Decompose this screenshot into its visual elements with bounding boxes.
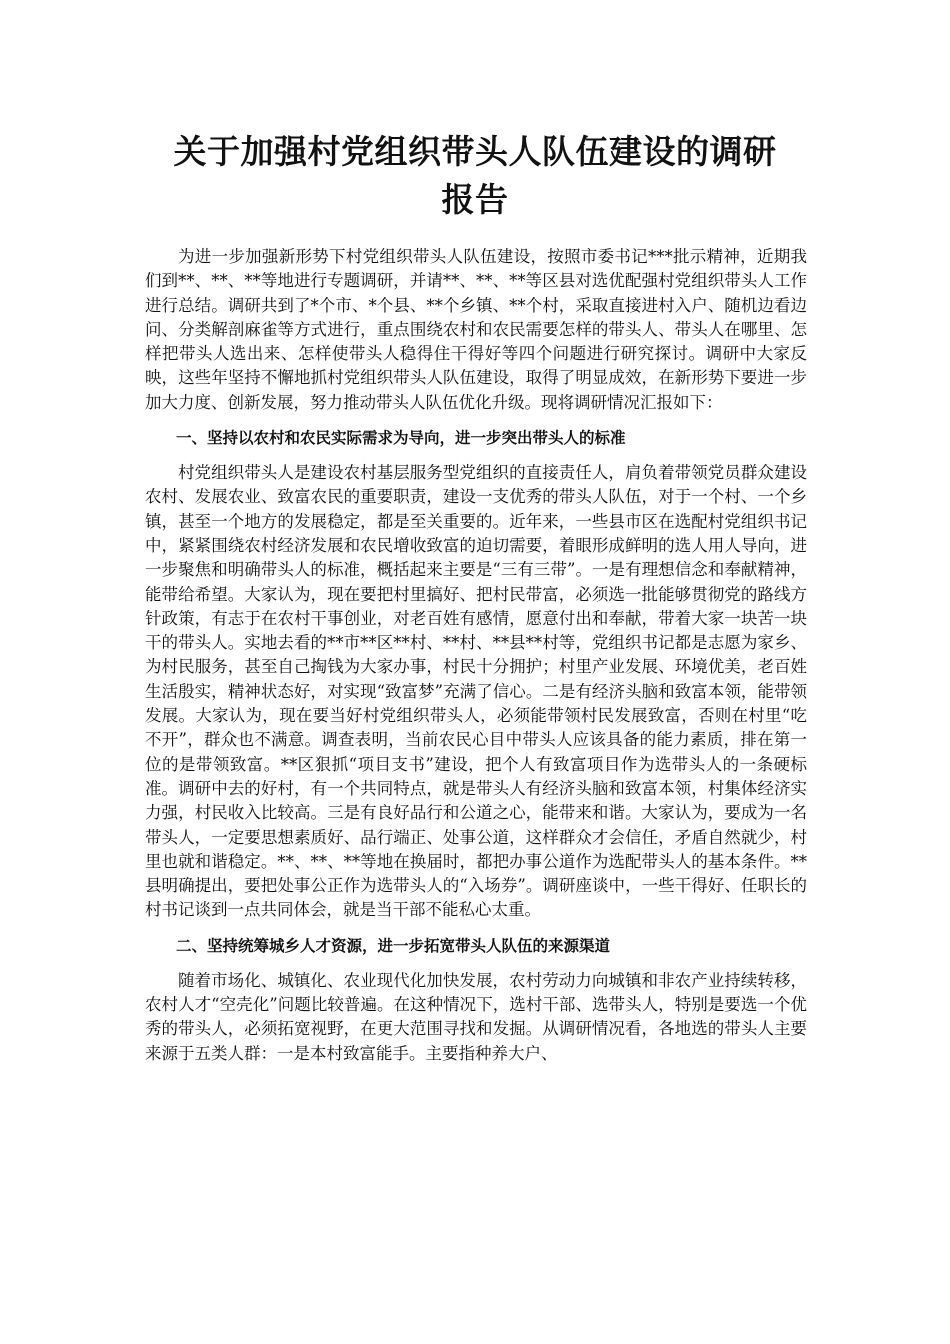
intro-paragraph: 为进一步加强新形势下村党组织带头人队伍建设，按照市委书记***批示精神，近期我们到**、**、**等地进行专题调研，并请**、**、**等区县对选优配强村党组织带头人工作进行总结。调研共到了*个市、*个县、**个乡镇、**个村，采取直接进村入户、随机边看边问、分类解剖麻雀等方式进行，重点围绕农村和农民需要怎样的带头人、带头人在哪里、怎样把带头人选出来、怎样使带头人稳得住干得好等四个问题进行研究探讨。调研中大家反映，这些年坚持不懈地抓村党组织带头人队伍建设，取得了明显成效，在新形势下要进一步加大力度、创新发展，努力推动带头人队伍优化升级。现将调研情况汇报如下： xyxy=(145,247,807,412)
section-2-heading: 二、坚持统筹城乡人才资源，进一步拓宽带头人队伍的来源渠道 xyxy=(176,936,611,955)
section-1-paragraph: 村党组织带头人是建设农村基层服务型党组织的直接责任人，肩负着带领党员群众建设农村、发展农业、致富农民的重要职责，建设一支优秀的带头人队伍，对于一个村、一个乡镇，甚至一个地方的发展稳定，都是至关重要的。近年来，一些县市区在选配村党组织书记中，紧紧围绕农村经济发展和农民增收致富的迫切需要，着眼形成鲜明的选人用人导向，进一步聚焦和明确带头人的标准，概括起来主要是“三有三带”。一是有理想信念和奉献精神，能带给希望。大家认为，现在要把村里搞好、把村民带富，必须选一批能够贯彻党的路线方针政策，有志于在农村干事创业，对老百姓有感情，愿意付出和奉献，带着大家一块苦一块干的带头人。实地去看的**市**区**村、**村、**县**村等，党组织书记都是志愿为家乡、为村民服务，甚至自己掏钱为大家办事，村民十分拥护；村里产业发展、环境优美，老百姓生活殷实，精神状态好，对实现“致富梦”充满了信心。二是有经济头脑和致富本领，能带领发展。大家认为，现在要当好村党组织带头人，必须能带领村民发展致富，否则在村里“吃不开”，群众也不满意。调查表明，当前农民心目中带头人应该具备的能力素质，排在第一位的是带领致富。**区狠抓“项目支书”建设，把个人有致富项目作为选带头人的一条硬标准。调研中去的好村，有一个共同特点，就是带头人有经济头脑和致富本领，村集体经济实力强，村民收入比较高。三是有良好品行和公道之心，能带来和谐。大家认为，要成为一名带头人，一定要思想素质好、品行端正、处事公道，这样群众才会信任，矛盾自然就少，村里也就和谐稳定。**、**、**等地在换届时，都把办事公道作为选配带头人的基本条件。**县明确提出，要把处事公正作为选带头人的“入场券”。调研座谈中，一些干得好、任职长的村书记谈到一点共同体会，就是当干部不能私心太重。 xyxy=(145,463,807,920)
page-title xyxy=(145,128,805,224)
title-line-1: 关于加强村党组织带头人队伍建设的调研 xyxy=(173,132,777,171)
document-body xyxy=(145,245,807,1077)
title-line-2: 报告 xyxy=(441,180,509,219)
section-2-paragraph: 随着市场化、城镇化、农业现代化加快发展，农村劳动力向城镇和非农产业持续转移，农村人才“空壳化”问题比较普遍。在这种情况下，选村干部、选带头人，特别是要选一个优秀的带头人，必须拓宽视野，在更大范围寻找和发掘。从调研情况看，各地选的带头人主要来源于五类人群：一是本村致富能手。主要指种养大户、 xyxy=(145,970,807,1063)
section-1-heading: 一、坚持以农村和农民实际需求为导向，进一步突出带头人的标准 xyxy=(176,429,626,448)
